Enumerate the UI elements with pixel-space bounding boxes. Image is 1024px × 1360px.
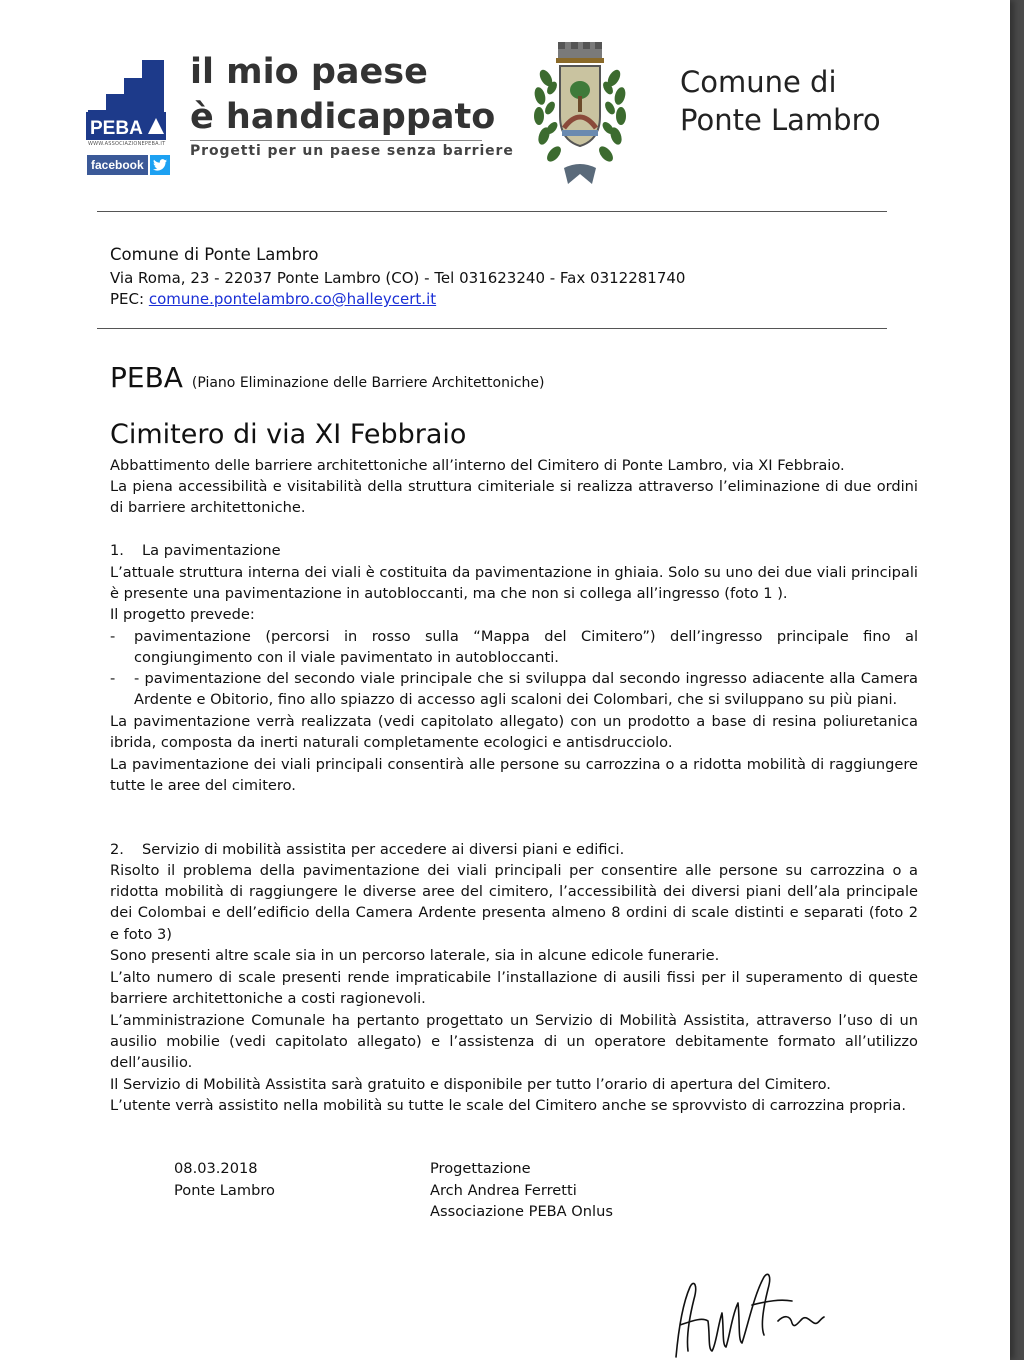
pec-email-link[interactable]: comune.pontelambro.co@halleycert.it xyxy=(148,290,437,308)
peba-logo-text: PEBA xyxy=(90,118,143,139)
section-2-paragraph-3: L’alto numero di scale presenti rende impraticabile l’installazione di ausili fissi per il superamento di queste barriere architettoniche a costi ragionevoli. xyxy=(110,969,918,1008)
peba-logo xyxy=(86,52,166,148)
handwritten-signature xyxy=(668,1265,828,1360)
intro-line-2: La piena accessibilità e visitabilità della struttura cimiteriale si realizza attraverso l’eliminazione di due ordini di barriere architettoniche. xyxy=(110,478,918,517)
section-1-paragraph-2: Il progetto prevede: xyxy=(110,606,255,623)
facebook-button[interactable]: facebook xyxy=(87,155,148,175)
designer-block xyxy=(430,1158,613,1223)
comune-heading-line-1: Comune di xyxy=(680,65,837,99)
bullet-1-dash: - xyxy=(110,628,116,645)
peba-acronym: PEBA xyxy=(110,361,183,394)
peba-subtitle: (Piano Eliminazione delle Barriere Architettoniche) xyxy=(191,375,545,391)
designer-name: Arch Andrea Ferretti xyxy=(430,1181,577,1199)
bullet-2-text: - pavimentazione del secondo viale principale che si sviluppa dal secondo ingresso adiacente alla Camera Ardente e Obitorio, fino allo spiazzo di accesso agli scaloni dei Colombari, che si sviluppano su più piani. xyxy=(134,670,918,709)
designer-organization: Associazione PEBA Onlus xyxy=(430,1203,613,1220)
section-2-number: 2. xyxy=(110,841,124,858)
comune-heading xyxy=(680,63,881,139)
bullet-1-text: pavimentazione (percorsi in rosso sulla “Mappa del Cimitero”) dell’ingresso principale fino al congiungimento con il viale pavimentato in autobloccanti. xyxy=(134,628,918,667)
slogan-line-2: è handicappato xyxy=(190,97,496,137)
slogan-line-1: il mio paese xyxy=(190,52,428,92)
document-title: Cimitero di via XI Febbraio xyxy=(110,419,467,450)
address-name: Comune di Ponte Lambro xyxy=(110,245,319,264)
section-1-paragraph-3: La pavimentazione verrà realizzata (vedi capitolato allegato) con un prodotto a base di resina poliuretanica ibrida, composta da inerti naturali completamente ecologici e antisdrucciolo. xyxy=(110,713,918,752)
section-2-title: Servizio di mobilità assistita per accedere ai diversi piani e edifici. xyxy=(142,841,625,858)
section-1-title: La pavimentazione xyxy=(142,542,281,559)
date-place-block xyxy=(174,1158,275,1201)
section-2-paragraph-2: Sono presenti altre scale sia in un percorso laterale, sia in alcune edicole funerarie. xyxy=(110,947,720,964)
section-2-paragraph-5: Il Servizio di Mobilità Assistita sarà gratuito e disponibile per tutto l’orario di apertura del Cimitero. xyxy=(110,1076,831,1093)
section-2-paragraph-4: L’amministrazione Comunale ha pertanto progettato un Servizio di Mobilità Assistita, attraverso l’uso di un ausilio mobilie (vedi capitolato allegato) e l’assistenza di un operatore debitamente formato all’utilizzo dell’ausilio. xyxy=(110,1012,918,1072)
slogan-tagline: Progetti per un paese senza barriere xyxy=(190,143,514,159)
peba-website: WWW.ASSOCIAZIONEPEBA.IT xyxy=(88,141,166,147)
divider-bottom xyxy=(97,328,887,329)
pec-label: PEC: xyxy=(110,290,145,308)
address-pec xyxy=(110,290,436,308)
comune-heading-line-2: Ponte Lambro xyxy=(680,103,881,137)
peba-title xyxy=(110,361,545,394)
bullet-2-dash: - xyxy=(110,670,116,687)
social-links[interactable] xyxy=(87,155,170,175)
section-2-paragraph-1: Risolto il problema della pavimentazione dei viali principali per consentire alle persone su carrozzina o a ridotta mobilità di raggiungere le diverse aree del cimitero, l’accessibilità dei diversi piani dell’ala principale dei Colombai e dell’edificio della Camera Ardente presenta almeno 8 ordini di scale distinti e separati (foto 2 e foto 3) xyxy=(110,862,918,943)
intro-line-1: Abbattimento delle barriere architettoniche all’interno del Cimitero di Ponte Lambro, via XI Febbraio. xyxy=(110,457,845,474)
address-street: Via Roma, 23 - 22037 Ponte Lambro (CO) - Tel 031623240 - Fax 0312281740 xyxy=(110,269,686,287)
coat-of-arms-icon xyxy=(524,38,636,190)
slogan-divider xyxy=(190,140,482,141)
designer-role: Progettazione xyxy=(430,1160,531,1177)
document-place: Ponte Lambro xyxy=(174,1181,275,1199)
section-1-paragraph-4: La pavimentazione dei viali principali consentirà alle persone su carrozzina o a ridotta mobilità di raggiungere tutte le aree del cimitero. xyxy=(110,756,918,795)
section-2-paragraph-6: L’utente verrà assistito nella mobilità su tutte le scale del Cimitero anche se sprovvisto di carrozzina propria. xyxy=(110,1097,907,1114)
divider-top xyxy=(97,211,887,212)
document-date: 08.03.2018 xyxy=(174,1160,258,1177)
section-1-number: 1. xyxy=(110,542,124,559)
section-1-paragraph-1: L’attuale struttura interna dei viali è costituita da pavimentazione in ghiaia. Solo su uno dei due viali principali è presente una pavimentazione in autobloccanti, ma che non si collega all’ingresso (foto 1 ). xyxy=(110,564,918,603)
twitter-icon[interactable] xyxy=(150,155,170,175)
